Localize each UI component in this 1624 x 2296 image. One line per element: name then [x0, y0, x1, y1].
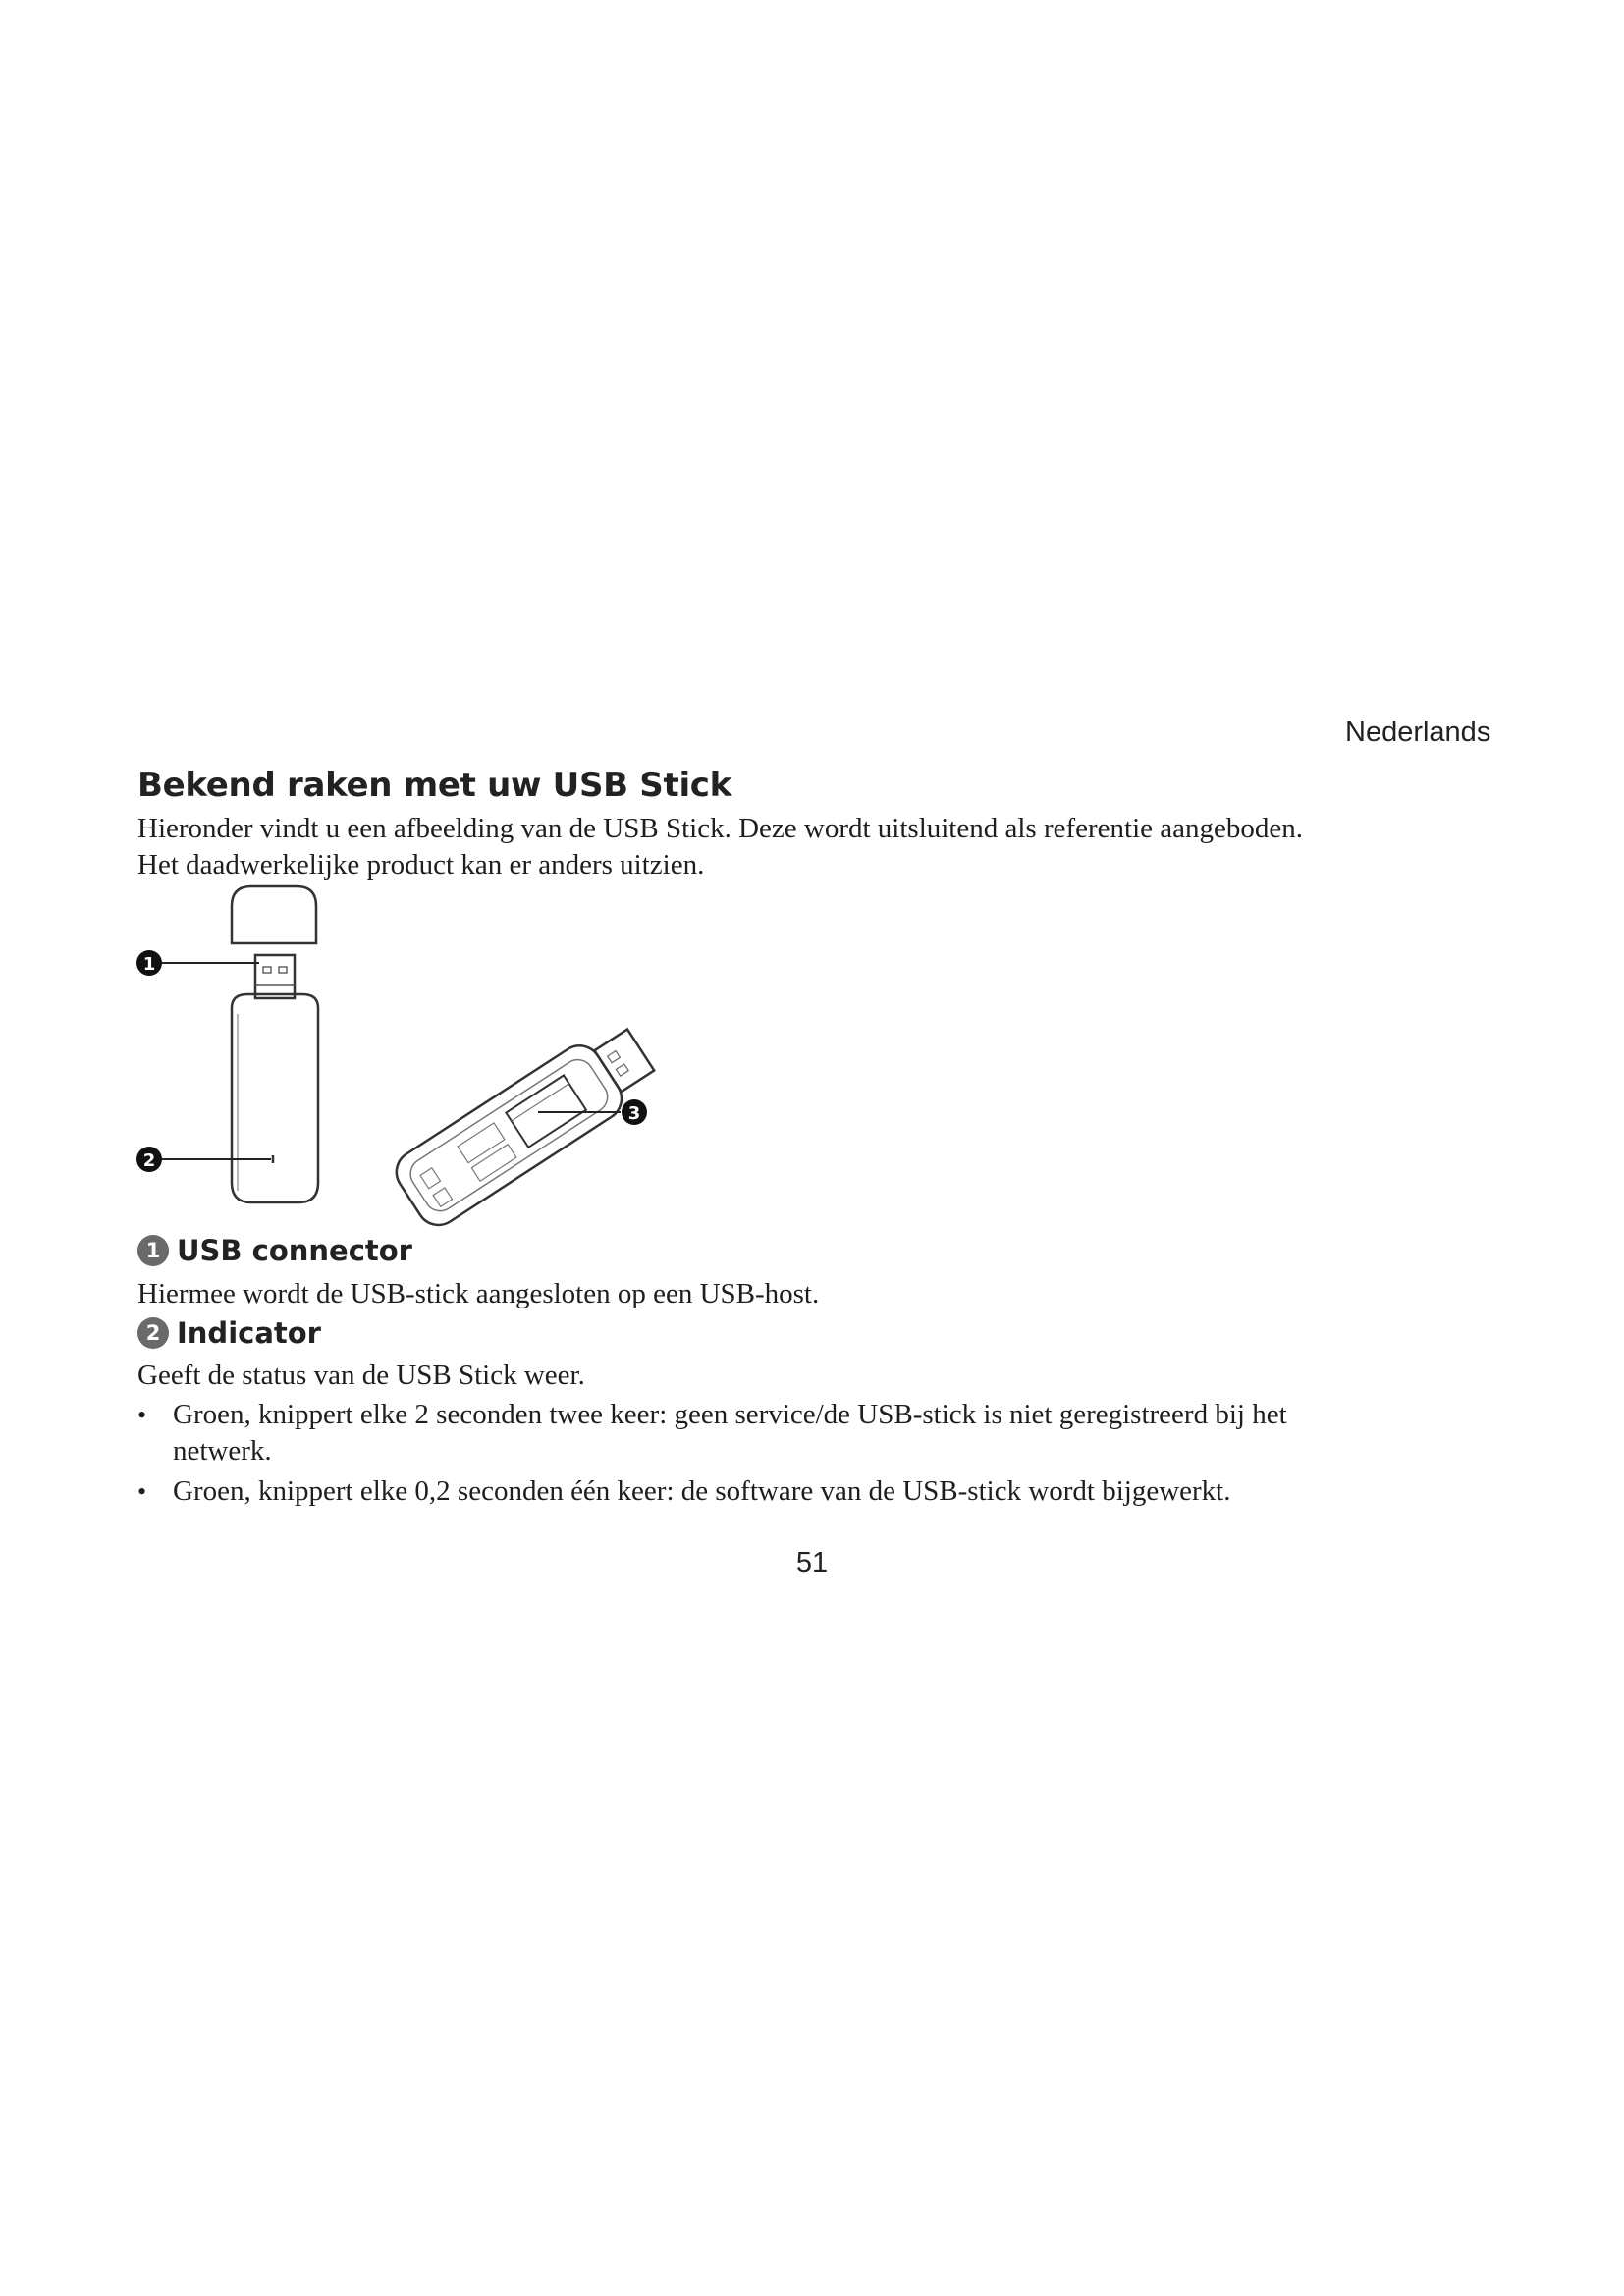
callout-3-number: 3 — [627, 1103, 641, 1124]
section-usb-connector-heading — [137, 1233, 412, 1268]
page-number: 51 — [795, 1547, 829, 1578]
section-usb-connector-text: Hiermee wordt de USB-stick aangesloten op een USB-host. — [137, 1278, 820, 1309]
list-item: • Groen, knippert elke 2 seconden twee keer: geen service/de USB-stick is niet geregistreerd bij het netwerk. — [137, 1397, 1345, 1469]
callout-1-number: 1 — [142, 954, 156, 975]
number-2-icon: 2 — [137, 1317, 169, 1349]
list-item: • Groen, knippert elke 0,2 seconden één keer: de software van de USB-stick wordt bijgewerkt. — [137, 1473, 1345, 1510]
section-indicator-heading — [137, 1315, 321, 1351]
cap-outline — [232, 886, 316, 943]
callout-2-number: 2 — [142, 1150, 156, 1171]
stick-body — [232, 994, 318, 1202]
section-title: Indicator — [177, 1316, 321, 1350]
usb-stick-illustration — [128, 879, 677, 1232]
indicator-status-list — [137, 1397, 1345, 1514]
page-title: Bekend raken met uw USB Stick — [137, 766, 731, 805]
section-indicator-text: Geeft de status van de USB Stick weer. — [137, 1360, 585, 1391]
language-label: Nederlands — [1345, 717, 1491, 748]
intro-paragraph: Hieronder vindt u een afbeelding van de USB Stick. Deze wordt uitsluitend als referentie aangeboden. Het daadwerkelijke product kan er anders uitzien. — [137, 813, 1304, 881]
section-title: USB connector — [177, 1234, 412, 1267]
usb-connector-plug — [255, 955, 295, 998]
number-1-icon: 1 — [137, 1235, 169, 1266]
opened-stick — [388, 1016, 662, 1232]
